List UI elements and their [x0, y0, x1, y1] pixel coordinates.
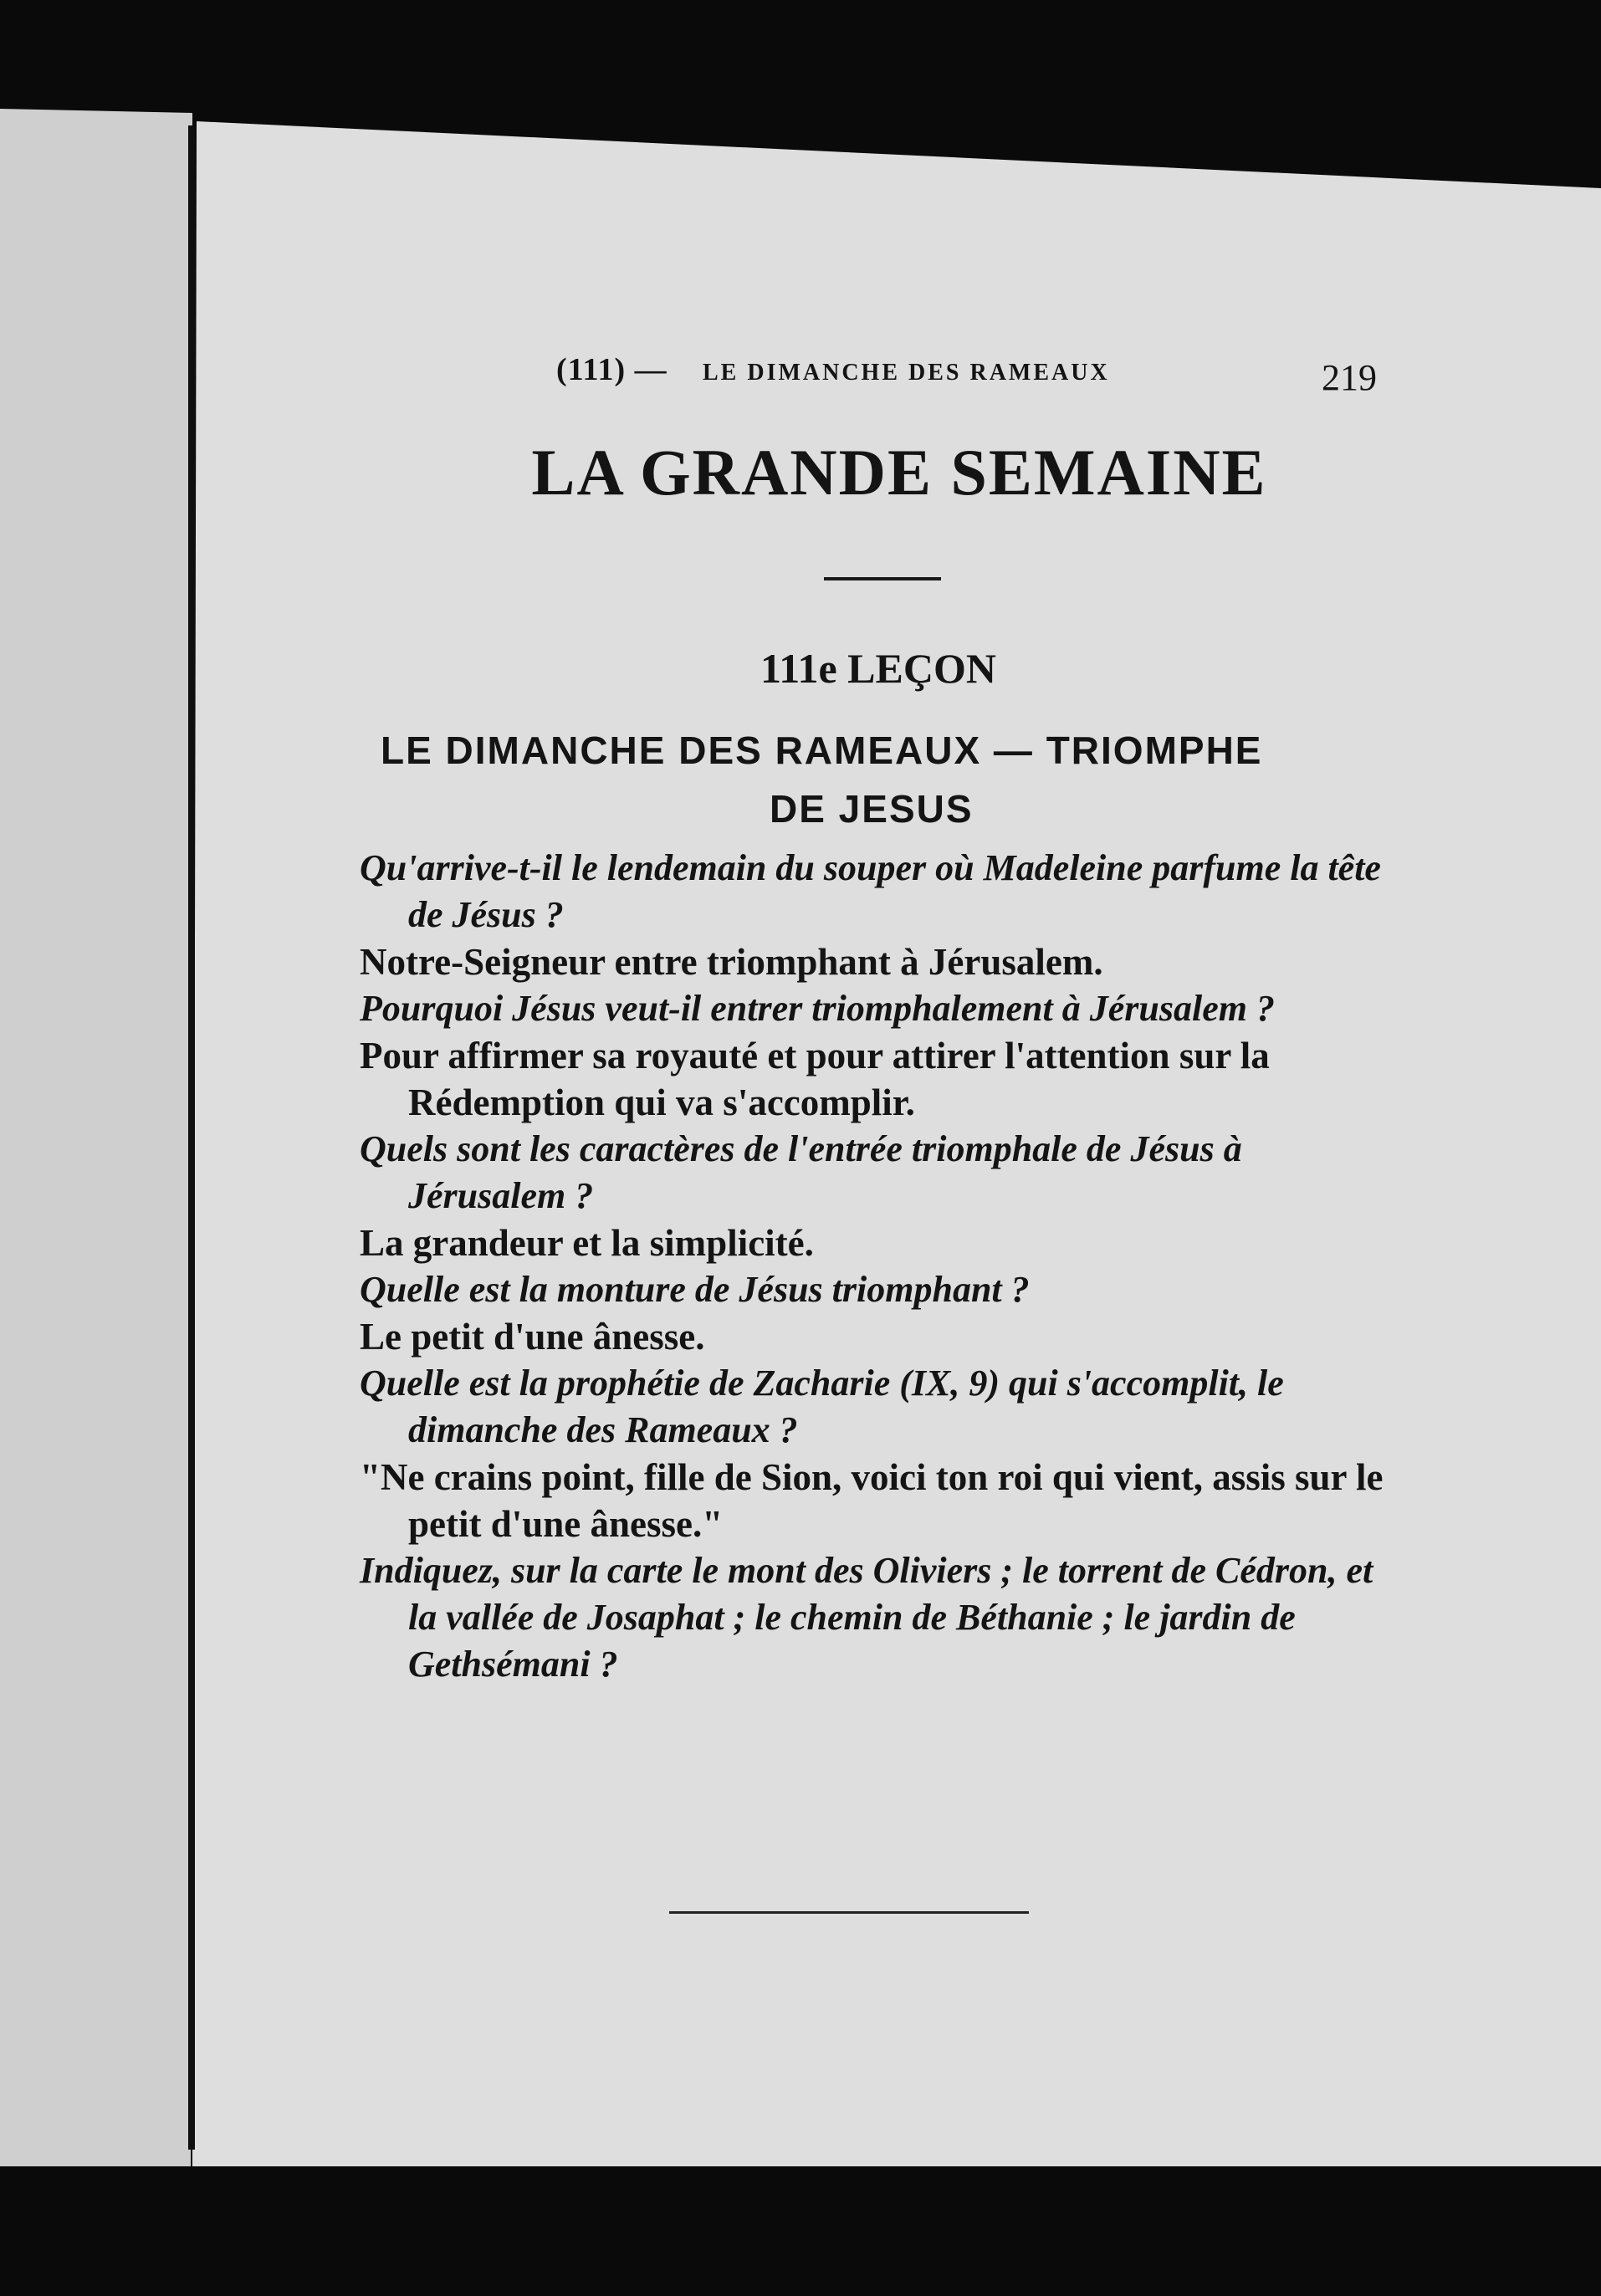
question: Quelle est la monture de Jésus triomphant ?: [360, 1269, 1030, 1310]
answer: Notre-Seigneur entre triomphant à Jérusalem.: [360, 941, 1103, 983]
header-running-title: LE DIMANCHE DES RAMEAUX: [703, 360, 1110, 386]
question: Pourquoi Jésus veut-il entrer triomphalement à Jérusalem ?: [360, 988, 1275, 1029]
lesson-heading-line1: LE DIMANCHE DES RAMEAUX — TRIOMPHE: [381, 729, 1263, 772]
answer: Le petit d'une ânesse.: [360, 1316, 705, 1358]
question: Indiquez, sur la carte le mont des Oliviers ; le torrent de Cédron, et la vallée de Josaphat ; le chemin de Béthanie ; le jardin de Gethsémani ?: [360, 1550, 1373, 1685]
answer: "Ne crains point, fille de Sion, voici ton roi qui vient, assis sur le petit d'une ânesse.": [360, 1456, 1384, 1545]
question: Qu'arrive-t-il le lendemain du souper où Madeleine parfume la tête de Jésus ?: [360, 847, 1381, 935]
answer: Pour affirmer sa royauté et pour attirer l'attention sur la Rédemption qui va s'accomplir.: [360, 1035, 1270, 1123]
question: Quelle est la prophétie de Zacharie (IX, 9) qui s'accomplit, le dimanche des Rameaux ?: [360, 1363, 1284, 1450]
end-divider: [669, 1911, 1029, 1914]
header-section-number: (111) —: [556, 352, 668, 387]
lesson-heading-line2: DE JESUS: [770, 787, 974, 831]
answer: La grandeur et la simplicité.: [360, 1222, 814, 1264]
page-number: 219: [1322, 357, 1377, 398]
running-header: [556, 351, 1393, 401]
catechism-qa-list: [360, 845, 1397, 1688]
lesson-number: 111e LEÇON: [760, 645, 996, 692]
title-divider: [824, 577, 941, 580]
question: Quels sont les caractères de l'entrée triomphale de Jésus à Jérusalem ?: [360, 1128, 1242, 1216]
page-title: LA GRANDE SEMAINE: [531, 436, 1267, 509]
